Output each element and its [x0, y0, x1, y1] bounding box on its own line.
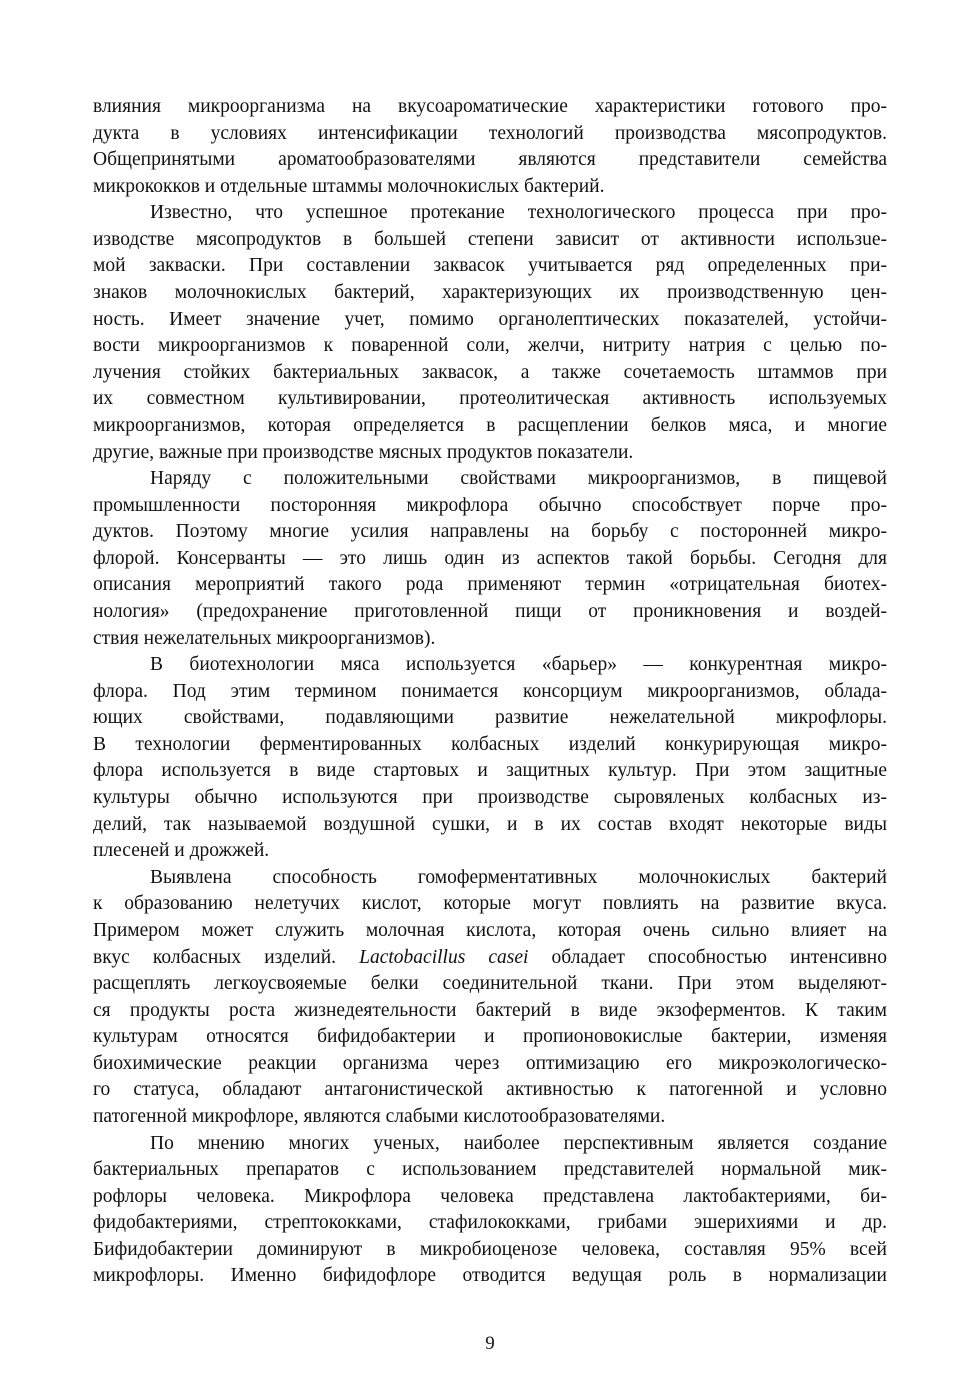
species-name-italic: Lactobacillus casei [359, 946, 529, 968]
text-span: Известно, что успешное протекание технологического процесса при про- [150, 202, 887, 224]
text-line [93, 546, 887, 573]
text-line [93, 147, 887, 174]
text-line [93, 493, 887, 520]
text-line [93, 1077, 887, 1104]
text-line [93, 679, 887, 706]
text-line [93, 253, 887, 280]
text-line [93, 1051, 887, 1078]
text-span: бактериальных препаратов с использованием представителей нормальной мик- [93, 1159, 887, 1181]
text-line [93, 386, 887, 413]
text-line [93, 466, 887, 493]
text-line [93, 1157, 887, 1184]
text-span: флора используется в виде стартовых и защитных культур. При этом защитные [93, 760, 887, 782]
text-span: го статуса, обладают антагонистической активностью к патогенной и условно [93, 1079, 887, 1101]
paragraph [93, 200, 887, 466]
text-span: культурам относятся бифидобактерии и пропионовокислые бактерии, изменяя [93, 1026, 887, 1048]
text-line [93, 174, 887, 201]
text-line [93, 918, 887, 945]
text-line [93, 94, 887, 121]
text-span: По мнению многих ученых, наиболее перспективным является создание [150, 1132, 887, 1154]
text-span: другие, важные при производстве мясных продуктов показатели. [93, 441, 634, 463]
paragraph [93, 94, 887, 200]
text-span: дуктов. Поэтому многие усилия направлены на борьбу с посторонней микро- [93, 521, 887, 543]
text-line [93, 360, 887, 387]
text-line [93, 785, 887, 812]
text-span: флора. Под этим термином понимается консорциум микроорганизмов, облада- [93, 680, 887, 702]
text-span: влияния микроорганизма на вкусоароматические характеристики готового про- [93, 96, 887, 117]
text-span: В технологии ферментированных колбасных изделий конкурирующая микро- [93, 733, 887, 755]
text-span: В биотехнологии мяса используется «барьер» — конкурентная микро- [150, 654, 887, 676]
text-line [93, 865, 887, 892]
text-line [93, 1104, 887, 1131]
text-line [93, 307, 887, 334]
text-span: ность. Имеет значение учет, помимо органолептических показателей, устойчи- [93, 308, 887, 330]
text-line [93, 838, 887, 865]
text-span: вости микроорганизмов к поваренной соли, желчи, нитриту натрия с целью по- [93, 335, 887, 357]
text-line [93, 519, 887, 546]
text-span: флорой. Консерванты — это лишь один из аспектов такой борьбы. Сегодня для [93, 547, 887, 569]
text-span: мой закваски. При составлении заквасок учитывается ряд определенных при- [93, 255, 887, 277]
text-span: к образованию нелетучих кислот, которые могут повлиять на развитие вкуса. [93, 893, 887, 915]
text-span: делий, так называемой воздушной сушки, и в их состав входят некоторые виды [93, 813, 887, 835]
paragraph [93, 652, 887, 865]
paragraph [93, 865, 887, 1131]
text-span: их совместном культивировании, протеолитическая активность используемых [93, 388, 887, 410]
text-line [93, 732, 887, 759]
text-line [93, 440, 887, 467]
page-number: 9 [485, 1333, 495, 1354]
text-line [93, 945, 887, 972]
text-line [93, 572, 887, 599]
text-span: ющих свойствами, подавляющими развитие нежелательной микрофлоры. [93, 707, 887, 729]
text-span: обладает способностью интенсивно [528, 946, 887, 968]
text-span: микрококков и отдельные штаммы молочнокислых бактерий. [93, 175, 605, 197]
text-line [93, 1210, 887, 1237]
text-span: патогенной микрофлоре, являются слабыми кислотообразователями. [93, 1105, 666, 1127]
text-line [93, 1184, 887, 1211]
paragraph [93, 1131, 887, 1290]
text-span: описания мероприятий такого рода применяют термин «отрицательная биотех- [93, 574, 887, 596]
text-span: биохимические реакции организма через оптимизацию его микроэкологическо- [93, 1052, 887, 1074]
text-span: микроорганизмов, которая определяется в расщеплении белков мяса, и многие [93, 414, 887, 436]
text-line [93, 998, 887, 1025]
text-line [93, 413, 887, 440]
text-line [93, 812, 887, 839]
text-line [93, 121, 887, 148]
text-span: лучения стойких бактериальных заквасок, а также сочетаемость штаммов при [93, 361, 887, 383]
text-span: вкус колбасных изделий. [93, 946, 360, 968]
text-span: изводстве мясопродуктов в большей степени зависит от активности использue- [93, 228, 887, 250]
text-span: знаков молочнокислых бактерий, характеризующих их производственную цен- [93, 282, 887, 304]
text-line [93, 1131, 887, 1158]
text-line [93, 1024, 887, 1051]
text-span: дукта в условиях интенсификации технологий производства мясопродуктов. [93, 122, 887, 144]
text-line [93, 705, 887, 732]
text-span: микрофлоры. Именно бифидофлоре отводится ведущая роль в нормализации [93, 1265, 887, 1287]
text-span: Наряду с положительными свойствами микроорганизмов, в пищевой [150, 468, 887, 490]
text-span: плесеней и дрожжей. [93, 840, 270, 862]
text-span: Общепринятыми ароматообразователями являются представители семейства [93, 149, 887, 171]
text-span: фидобактериями, стрептококками, стафилококками, грибами эшерихиями и др. [93, 1212, 887, 1234]
text-span: ся продукты роста жизнедеятельности бактерий в виде экзоферментов. К таким [93, 999, 887, 1021]
text-span: нология» (предохранение приготовленной пищи от проникновения и воздей- [93, 600, 887, 622]
text-line [93, 227, 887, 254]
text-span: промышленности посторонняя микрофлора обычно способствует порче про- [93, 494, 887, 516]
text-span: расщеплять легкоусвояемые белки соединительной ткани. При этом выделяют- [93, 973, 887, 995]
text-line [93, 200, 887, 227]
text-line [93, 1237, 887, 1264]
text-span: ствия нежелательных микроорганизмов). [93, 627, 436, 649]
text-line [93, 333, 887, 360]
text-span: Примером может служить молочная кислота, которая очень сильно влияет на [93, 919, 887, 941]
text-line [93, 971, 887, 998]
text-span: рофлоры человека. Микрофлора человека представлена лактобактериями, би- [93, 1185, 887, 1207]
text-line [93, 626, 887, 653]
text-line [93, 1263, 887, 1290]
text-line [93, 280, 887, 307]
text-span: Бифидобактерии доминируют в микробиоценозе человека, составляя 95% всей [93, 1238, 887, 1260]
text-span: культуры обычно используются при производстве сыровяленых колбасных из- [93, 787, 887, 809]
text-span: Выявлена способность гомоферментативных молочнокислых бактерий [150, 866, 887, 888]
paragraph [93, 466, 887, 652]
text-line [93, 891, 887, 918]
text-line [93, 599, 887, 626]
page-body-text [93, 94, 887, 1290]
text-line [93, 758, 887, 785]
text-line [93, 652, 887, 679]
